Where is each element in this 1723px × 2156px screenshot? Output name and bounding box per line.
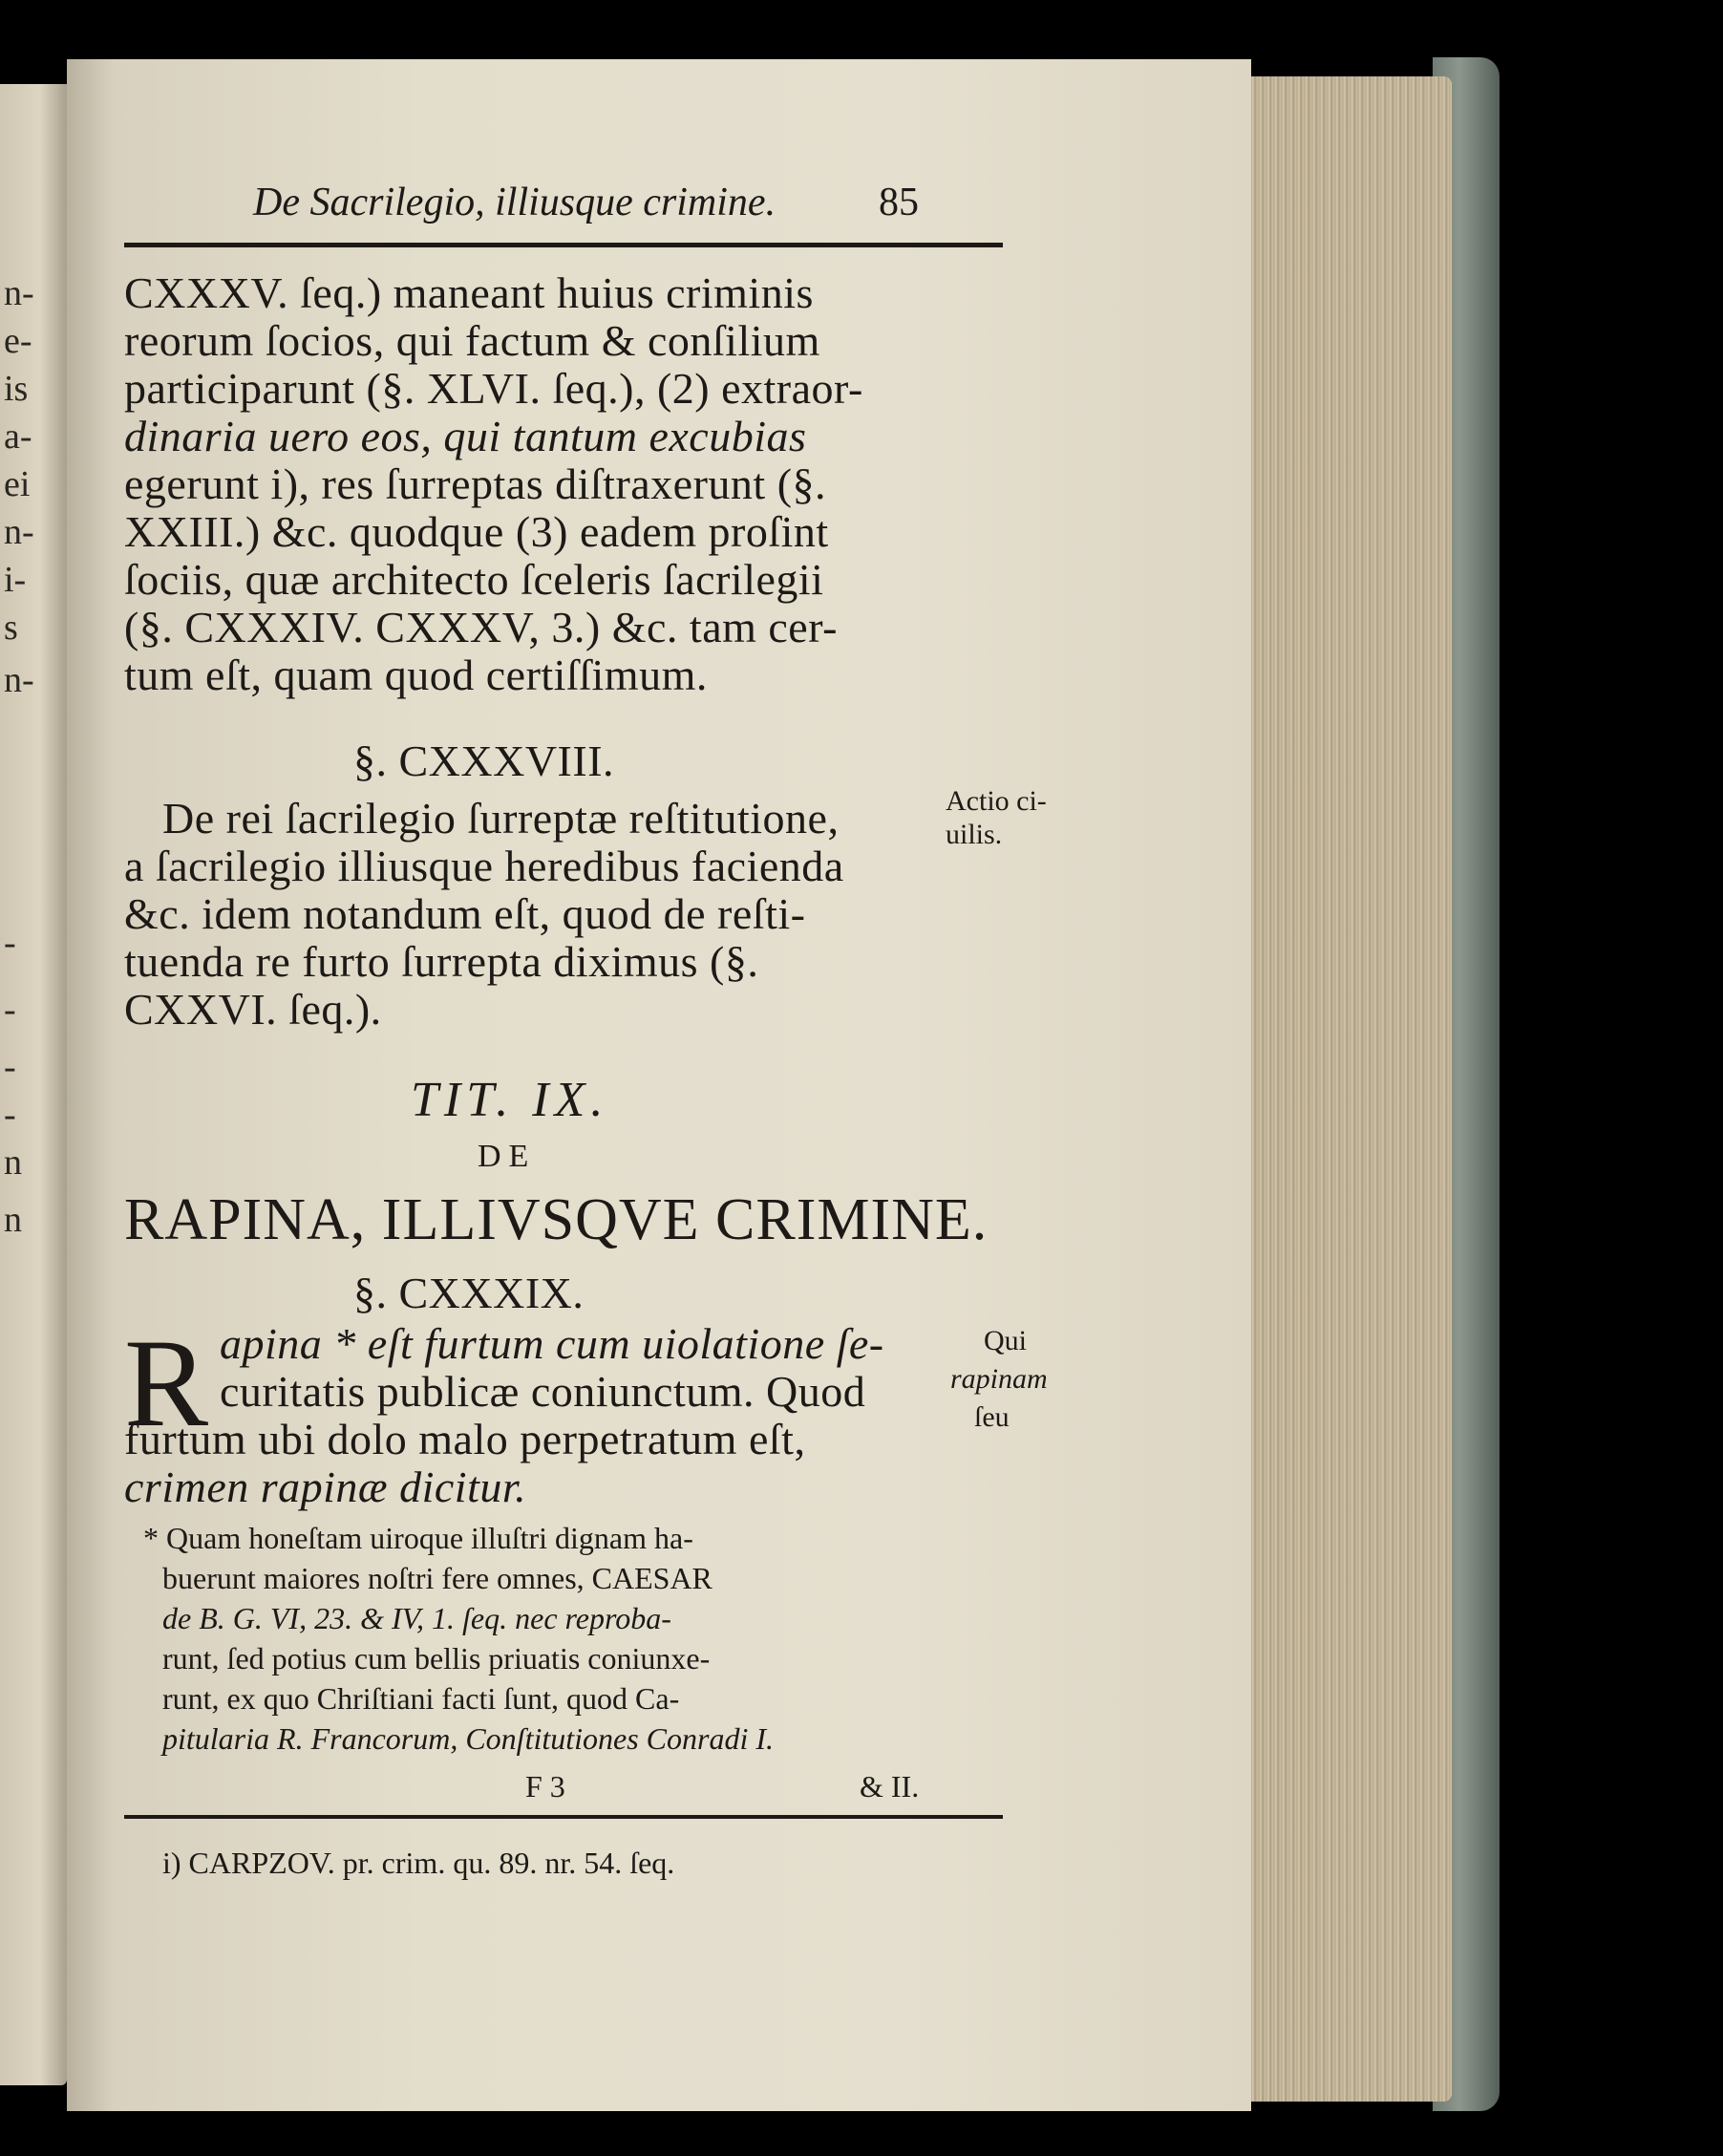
left-fragment: a- xyxy=(4,416,32,457)
left-fragment: n- xyxy=(4,660,34,700)
signature-mark: F 3 xyxy=(525,1769,565,1804)
margin-note: Actio ci- xyxy=(946,785,1047,817)
text-line: apina * eſt furtum cum uiolatione ſe- xyxy=(220,1319,884,1368)
header-rule xyxy=(124,243,1003,247)
title-de: DE xyxy=(478,1139,537,1174)
page-edges xyxy=(1242,76,1452,2102)
left-fragment: i- xyxy=(4,560,27,600)
text-line: De rei ſacrilegio ſurreptæ reſtitutione, xyxy=(162,794,840,843)
left-fragment: - xyxy=(4,1095,16,1135)
text-line: CXXXV. ſeq.) maneant huius criminis xyxy=(124,268,814,317)
running-title: De Sacrilegio, illiusque crimine. xyxy=(253,181,776,224)
left-fragment: n- xyxy=(4,273,34,313)
page-number: 85 xyxy=(879,181,919,224)
catchword: & II. xyxy=(860,1769,920,1804)
text-line: &c. idem notandum eſt, quod de reſti- xyxy=(124,889,806,938)
margin-note: Qui xyxy=(984,1325,1027,1356)
text-line: curitatis publicæ coniunctum. Quod xyxy=(220,1367,866,1416)
left-fragment: s xyxy=(4,608,18,648)
text-line: egerunt i), res ſurreptas diſtraxerunt (§. xyxy=(124,459,827,508)
left-fragment: ei xyxy=(4,464,31,504)
margin-note: rapinam xyxy=(950,1363,1048,1395)
left-fragment: - xyxy=(4,923,16,963)
footnote-line: pitularia R. Francorum, Conſtitutiones Conradi I. xyxy=(162,1721,775,1756)
text-line: dinaria uero eos, qui tantum excubias xyxy=(124,412,807,460)
text-line: CXXVI. ſeq.). xyxy=(124,985,382,1034)
text-line: participarunt (§. XLVI. ſeq.), (2) extraor- xyxy=(124,364,863,413)
bottom-note: i) CARPZOV. pr. crim. qu. 89. nr. 54. ſeq. xyxy=(162,1846,675,1880)
left-fragment: n xyxy=(4,1142,22,1183)
text-line: tum eſt, quam quod certiſſimum. xyxy=(124,651,708,699)
text-line: ſociis, quæ architecto ſceleris ſacrilegii xyxy=(124,555,824,604)
left-fragment: - xyxy=(4,1047,16,1087)
footnote-line: runt, ex quo Chriſtiani facti ſunt, quod Ca- xyxy=(162,1681,680,1716)
section-heading: §. CXXXVIII. xyxy=(353,736,615,785)
left-fragment: n- xyxy=(4,512,34,552)
text-line: furtum ubi dolo malo perpetratum eſt, xyxy=(124,1415,806,1463)
chapter-title: RAPINA, ILLIVSQVE CRIMINE. xyxy=(124,1187,989,1252)
left-fragment: n xyxy=(4,1200,22,1240)
left-fragment: - xyxy=(4,990,16,1030)
footnote-line: * Quam honeſtam uiroque illuſtri dignam ha- xyxy=(143,1521,693,1555)
text-line: (§. CXXXIV. CXXXV, 3.) &c. tam cer- xyxy=(124,603,838,651)
footnote-line: de B. G. VI, 23. & IV, 1. ſeq. nec reproba- xyxy=(162,1601,671,1635)
margin-note: ſeu xyxy=(974,1401,1010,1433)
text-line: reorum ſocios, qui factum & conſilium xyxy=(124,316,820,365)
title-number: TIT. IX. xyxy=(411,1073,609,1127)
text-line: tuenda re furto ſurrepta diximus (§. xyxy=(124,937,759,986)
margin-note: uilis. xyxy=(946,819,1003,850)
text-line: a ſacrilegio illiusque heredibus facienda xyxy=(124,842,844,890)
book-page xyxy=(67,59,1251,2111)
footnote-line: runt, ſed potius cum bellis priuatis coniunxe- xyxy=(162,1641,711,1676)
facing-page-fragment xyxy=(0,84,67,2085)
left-fragment: is xyxy=(4,369,29,409)
footnote-rule xyxy=(124,1815,1003,1819)
section-heading: §. CXXXIX. xyxy=(353,1269,585,1317)
drop-cap: R xyxy=(124,1313,209,1453)
left-fragment: e- xyxy=(4,321,32,361)
footnote-line: buerunt maiores noſtri fere omnes, CAESAR xyxy=(162,1561,713,1595)
text-line: XXIII.) &c. quodque (3) eadem proſint xyxy=(124,507,829,556)
text-line: crimen rapinæ dicitur. xyxy=(124,1462,527,1511)
